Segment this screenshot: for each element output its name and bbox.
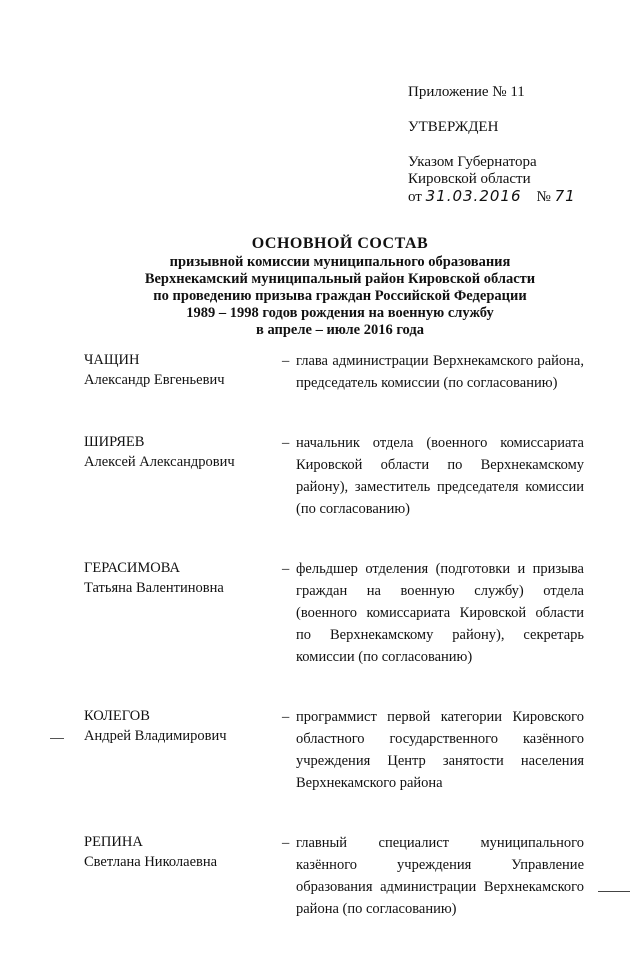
member-role: глава администрации Верхнекамского района, председатель комиссии (по согласованию) bbox=[296, 353, 584, 391]
member-given-name: Александр Евгеньевич bbox=[84, 372, 225, 388]
member-dash: – bbox=[282, 353, 290, 369]
members-list bbox=[84, 350, 584, 958]
decree-date: 31.03.2016 bbox=[425, 187, 522, 205]
member-role: фельдшер отделения (подготовки и призыва граждан на военную службу) отдела (военного комиссариата Кировской области по Верхнекамскому району), секретарь комиссии (по согласованию) bbox=[296, 561, 584, 665]
member-given-name: Андрей Владимирович bbox=[84, 728, 227, 744]
decree-date-line bbox=[408, 188, 576, 206]
member-role: начальник отдела (военного комиссариата Кировской области по Верхнекамскому району), заместитель председателя комиссии (по согласованию) bbox=[296, 435, 584, 517]
member-row bbox=[84, 706, 584, 794]
approved-label: УТВЕРЖДЕН bbox=[408, 119, 499, 135]
title-line-2: Верхнекамский муниципальный район Кировской области bbox=[144, 271, 536, 287]
decree-line-2: Кировской области bbox=[408, 171, 531, 187]
member-row bbox=[84, 832, 584, 920]
title-line-1: призывной комиссии муниципального образования bbox=[169, 254, 511, 270]
member-name bbox=[84, 558, 282, 668]
member-name bbox=[84, 432, 282, 520]
title-line-4: 1989 – 1998 годов рождения на военную службу bbox=[186, 305, 494, 321]
main-title: ОСНОВНОЙ СОСТАВ bbox=[251, 235, 429, 252]
member-name bbox=[84, 350, 282, 394]
title-line-5: в апреле – июле 2016 года bbox=[256, 322, 424, 338]
member-dash: – bbox=[282, 709, 290, 725]
member-row bbox=[84, 558, 584, 668]
title-line-3: по проведению призыва граждан Российской Федерации bbox=[153, 288, 527, 304]
member-role: программист первой категории Кировского областного государственного казённого учреждения Центр занятости населения Верхнекамского района bbox=[296, 709, 584, 791]
appendix-label: Приложение № 11 bbox=[408, 84, 525, 100]
member-name bbox=[84, 832, 282, 920]
member-surname: ЧАЩИН bbox=[84, 352, 140, 368]
member-given-name: Светлана Николаевна bbox=[84, 854, 218, 870]
member-dash: – bbox=[282, 835, 290, 851]
member-given-name: Татьяна Валентиновна bbox=[84, 580, 224, 596]
member-dash: – bbox=[282, 561, 290, 577]
member-name bbox=[84, 706, 282, 794]
corner-mark bbox=[598, 891, 630, 892]
margin-mark bbox=[50, 738, 64, 739]
member-surname: ГЕРАСИМОВА bbox=[84, 560, 180, 576]
decree-number: 71 bbox=[554, 187, 576, 205]
member-surname: РЕПИНА bbox=[84, 834, 143, 850]
member-dash: – bbox=[282, 435, 290, 451]
approval-stamp-block bbox=[408, 84, 576, 206]
member-surname: ШИРЯЕВ bbox=[84, 434, 145, 450]
date-prefix: от bbox=[408, 189, 422, 205]
member-role: главный специалист муниципального казённого учреждения Управление образования администрации Верхнекамского района (по согласованию) bbox=[296, 835, 584, 917]
member-given-name: Алексей Александрович bbox=[84, 454, 235, 470]
member-row bbox=[84, 432, 584, 520]
document-title bbox=[80, 234, 600, 339]
decree-line-1: Указом Губернатора bbox=[408, 154, 537, 170]
member-surname: КОЛЕГОВ bbox=[84, 708, 150, 724]
number-prefix: № bbox=[536, 189, 551, 205]
member-row bbox=[84, 350, 584, 394]
